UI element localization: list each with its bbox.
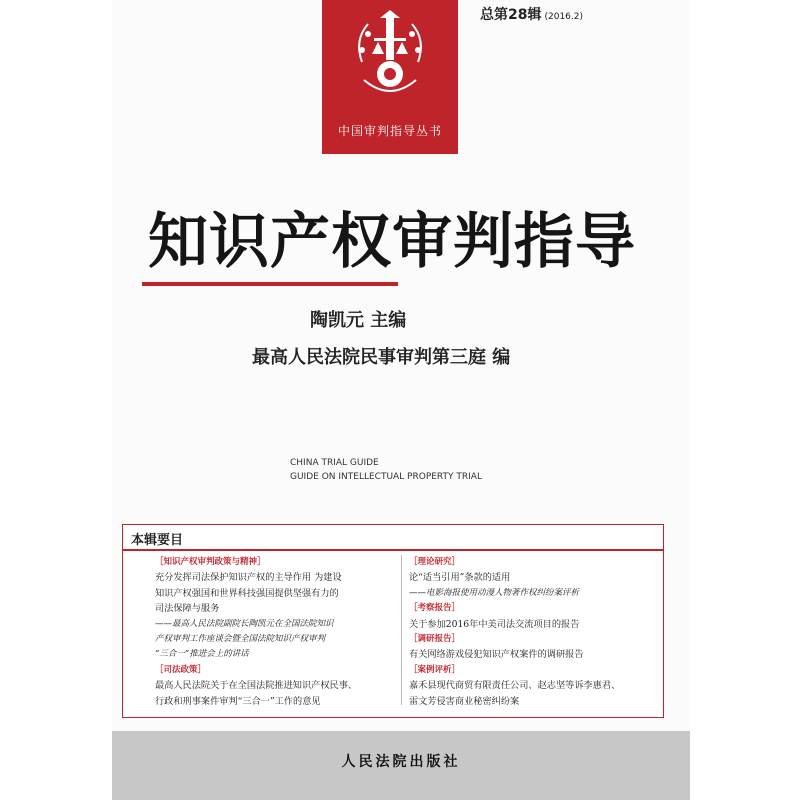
publisher-name: 人民法院出版社 [341,754,461,770]
contents-entry: 充分发挥司法保护知识产权的主导作用 为建设 [155,572,342,584]
contents-subentry: 产权审判工作座谈会暨全国法院知识产权审判 [155,634,326,645]
contents-entry: 有关网络游戏侵犯知识产权案件的调研报告 [409,649,584,661]
contents-entry: 关于参加2016年中美司法交流项目的报告 [409,618,580,630]
book-title: 知识产权审判指导 [148,207,636,277]
contents-section-label: ［司法政策］ [155,664,207,675]
contents-section-label: ［理论研究］ [409,557,461,567]
contents-box [122,524,664,718]
emblem-panel [322,0,458,154]
contents-section-label: ［案例评析］ [409,664,461,675]
title-underline [142,282,398,286]
contents-entry: 嘉禾县现代商贸有限责任公司、赵志坚等诉李惠君、 [409,680,621,692]
book-cover [112,0,690,800]
contents-entry: 知识产权强国和世界科技强国提供坚强有力的 [155,587,339,599]
editors-block [252,306,652,380]
bottom-band [112,731,690,800]
english-title [290,456,482,484]
editing-body: 最高人民法院民事审判第三庭 编 [252,347,511,368]
volume-number [480,4,583,24]
series-label: 中国审判指导丛书 [337,124,442,138]
contents-entry: 司法保障与服务 [155,603,220,615]
volume-date: (2016.2) [544,12,583,22]
contents-section-label: ［考察报告］ [409,603,461,614]
court-emblem-icon [350,10,430,110]
contents-entry: 论“适当引用”条款的适用 [409,572,511,584]
contents-subentry: ——最高人民法院副院长陶凯元在全国法院知识 [155,618,334,629]
chief-editor: 陶凯元 主编 [310,310,407,331]
contents-subentry: “三合一”推进会上的讲话 [155,649,249,660]
contents-title: 本辑要目 [131,533,184,548]
english-title-line2: GUIDE ON INTELLECTUAL PROPERTY TRIAL [290,472,482,482]
contents-entry: 雷文芳侵害商业秘密纠纷案 [409,695,520,707]
contents-section-label: ［调研报告］ [409,634,461,645]
contents-entry: 最高人民法院关于在全国法院推进知识产权民事、 [155,680,358,692]
contents-right-column [409,555,655,709]
contents-rule [123,549,663,551]
contents-section-label: ［知识产权审判政策与精神］ [155,557,266,567]
volume-label: 总第28辑 [480,7,542,23]
english-title-line1: CHINA TRIAL GUIDE [290,458,379,468]
contents-entry: 行政和刑事案件审判“三合一”工作的意见 [155,695,321,707]
contents-subentry: ——电影海报使用动漫人物著作权纠纷案评析 [409,587,580,598]
contents-left-column [155,555,403,709]
column-divider [401,555,402,705]
